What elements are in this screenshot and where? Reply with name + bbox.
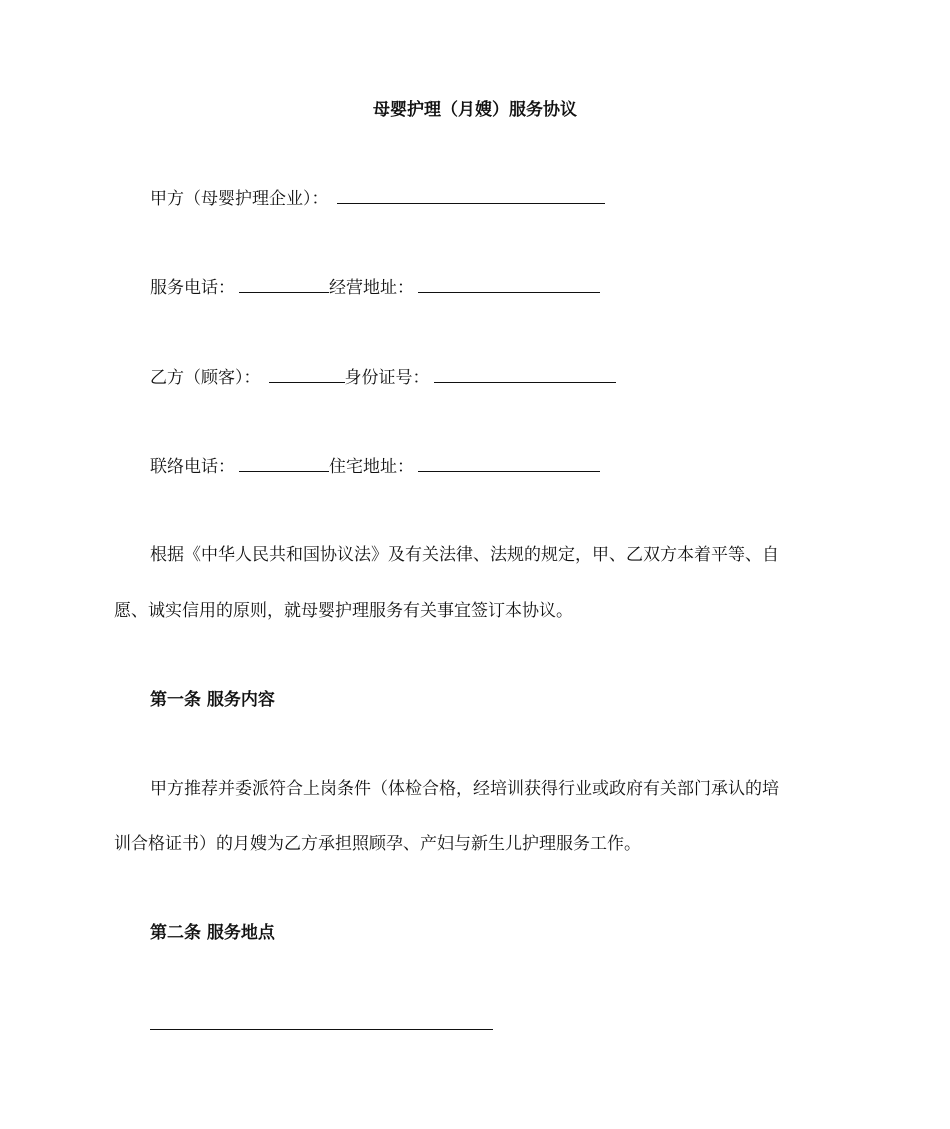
id-number-label: 身份证号： xyxy=(344,368,430,388)
article-1-line-1: 甲方推荐并委派符合上岗条件（体检合格，经培训获得行业或政府有关部门承认的培 xyxy=(150,779,779,799)
id-number-blank[interactable] xyxy=(434,368,616,383)
service-phone-label: 服务电话： xyxy=(150,278,235,298)
party-a-line xyxy=(150,187,605,211)
contact-phone-label: 联络电话： xyxy=(150,457,235,477)
service-location-blank[interactable] xyxy=(150,1029,493,1030)
service-phone-line xyxy=(150,276,600,300)
party-a-label: 甲方（母婴护理企业）： xyxy=(150,189,329,209)
article-1-heading: 第一条 服务内容 xyxy=(150,690,275,710)
article-1-line-2: 训合格证书）的月嫂为乙方承担照顾孕、产妇与新生儿护理服务工作。 xyxy=(114,834,641,854)
article-2-heading: 第二条 服务地点 xyxy=(150,923,275,943)
intro-paragraph-line-1: 根据《中华人民共和国协议法》及有关法律、法规的规定，甲、乙双方本着平等、自 xyxy=(150,545,779,565)
business-address-blank[interactable] xyxy=(418,278,600,293)
party-a-blank[interactable] xyxy=(337,189,605,204)
party-b-label: 乙方（顾客）： xyxy=(150,368,261,388)
intro-paragraph-line-2: 愿、诚实信用的原则，就母婴护理服务有关事宜签订本协议。 xyxy=(114,601,573,621)
contact-phone-line xyxy=(150,455,600,479)
party-b-line xyxy=(150,366,616,390)
contact-phone-blank[interactable] xyxy=(239,457,329,472)
business-address-label: 经营地址： xyxy=(329,278,414,298)
home-address-blank[interactable] xyxy=(418,457,600,472)
home-address-label: 住宅地址： xyxy=(329,457,414,477)
service-phone-blank[interactable] xyxy=(239,278,329,293)
document-title: 母婴护理（月嫂）服务协议 xyxy=(373,100,577,120)
party-b-blank[interactable] xyxy=(269,368,345,383)
